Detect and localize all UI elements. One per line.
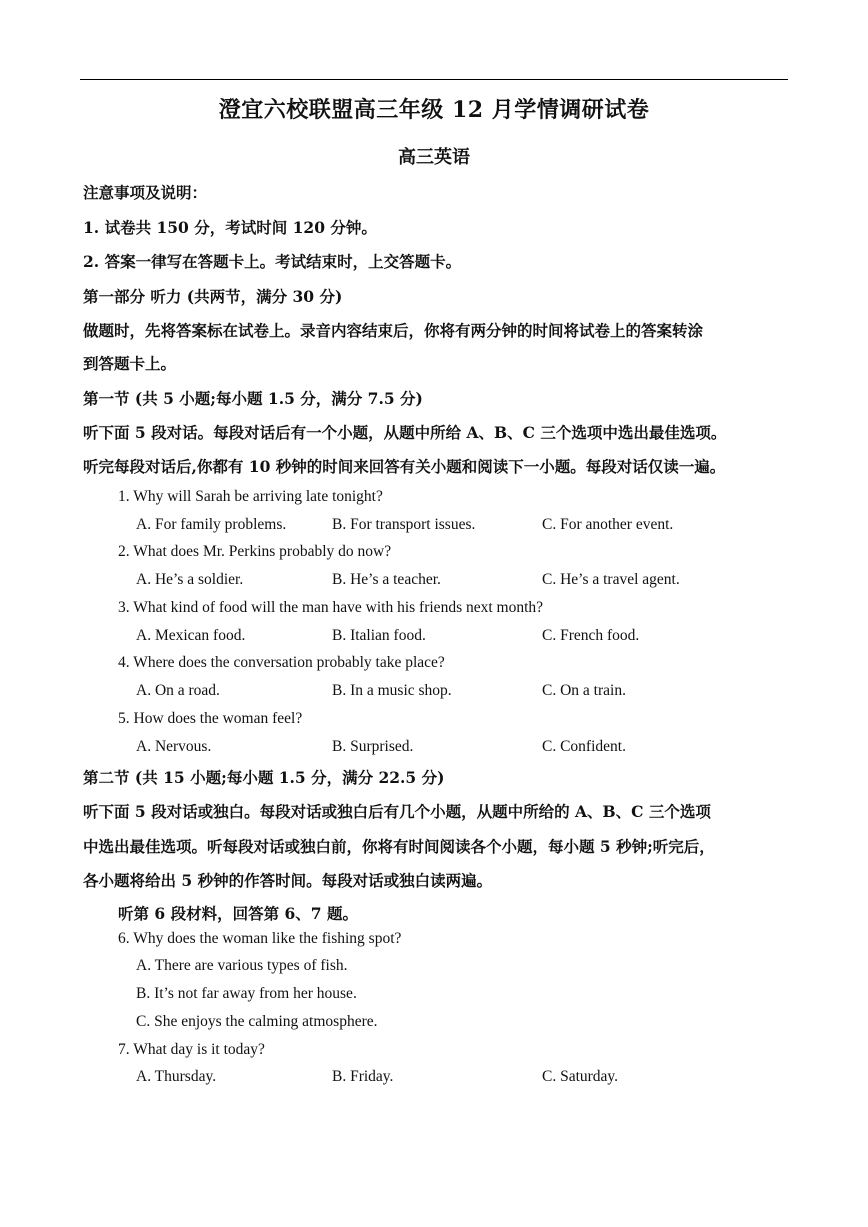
question-text: 1. Why will Sarah be arriving late tonight? (118, 488, 383, 505)
top-divider (80, 79, 788, 80)
section1-heading: 第一节 (共 5 小题;每小题 1.5 分，满分 7.5 分) (83, 389, 423, 408)
option-a: A. Mexican food. (136, 627, 246, 644)
question-text: 5. How does the woman feel? (118, 710, 303, 727)
section2-instruction: 中选出最佳选项。听每段对话或独白前，你将有时间阅读各个小题，每小题 5 秒钟;听完后， (83, 837, 715, 856)
notes-item: 1. 试卷共 150 分，考试时间 120 分钟。 (83, 218, 377, 237)
option-a: A. Thursday. (136, 1068, 217, 1085)
section2-instruction: 各小题将给出 5 秒钟的作答时间。每段对话或独白读两遍。 (83, 871, 493, 890)
part1-instruction: 做题时，先将答案标在试卷上。录音内容结束后，你将有两分钟的时间将试卷上的答案转涂 (83, 321, 704, 340)
question-text: 4. Where does the conversation probably take place? (118, 654, 445, 671)
option-b: B. It’s not far away from her house. (136, 985, 357, 1002)
option-b: B. He’s a teacher. (332, 571, 441, 588)
question-text: 2. What does Mr. Perkins probably do now? (118, 543, 392, 560)
option-a: A. On a road. (136, 682, 220, 699)
material-intro: 听第 6 段材料，回答第 6、7 题。 (118, 904, 358, 923)
option-b: B. Surprised. (332, 738, 414, 755)
option-c: C. Saturday. (542, 1068, 619, 1085)
part1-heading: 第一部分 听力 (共两节，满分 30 分) (83, 287, 343, 306)
question-text: 3. What kind of food will the man have with his friends next month? (118, 599, 544, 616)
option-b: B. Italian food. (332, 627, 426, 644)
section1-instruction: 听完每段对话后,你都有 10 秒钟的时间来回答有关小题和阅读下一小题。每段对话仅读一遍。 (83, 457, 726, 476)
option-c: C. Confident. (542, 738, 626, 755)
option-b: B. Friday. (332, 1068, 394, 1085)
question-text: 6. Why does the woman like the fishing spot? (118, 930, 402, 947)
section2-instruction: 听下面 5 段对话或独白。每段对话或独白后有几个小题，从题中所给的 A、B、C 三个选项 (83, 802, 711, 821)
option-c: C. French food. (542, 627, 640, 644)
question-text: 7. What day is it today? (118, 1041, 265, 1058)
exam-title: 澄宜六校联盟高三年级 12 月学情调研试卷 (218, 97, 650, 123)
notes-heading: 注意事项及说明： (83, 183, 208, 202)
option-c: C. For another event. (542, 516, 674, 533)
option-c: C. He’s a travel agent. (542, 571, 680, 588)
exam-subtitle: 高三英语 (398, 147, 470, 168)
option-a: A. For family problems. (136, 516, 287, 533)
part1-instruction: 到答题卡上。 (83, 354, 177, 373)
notes-item: 2. 答案一律写在答题卡上。考试结束时，上交答题卡。 (83, 252, 462, 271)
option-c: C. She enjoys the calming atmosphere. (136, 1013, 378, 1030)
section1-instruction: 听下面 5 段对话。每段对话后有一个小题，从题中所给 A、B、C 三个选项中选出最佳选项。 (83, 423, 727, 442)
option-b: B. For transport issues. (332, 516, 476, 533)
option-b: B. In a music shop. (332, 682, 452, 699)
option-a: A. Nervous. (136, 738, 212, 755)
option-c: C. On a train. (542, 682, 626, 699)
option-a: A. There are various types of fish. (136, 957, 348, 974)
option-a: A. He’s a soldier. (136, 571, 244, 588)
section2-heading: 第二节 (共 15 小题;每小题 1.5 分，满分 22.5 分) (83, 768, 445, 787)
